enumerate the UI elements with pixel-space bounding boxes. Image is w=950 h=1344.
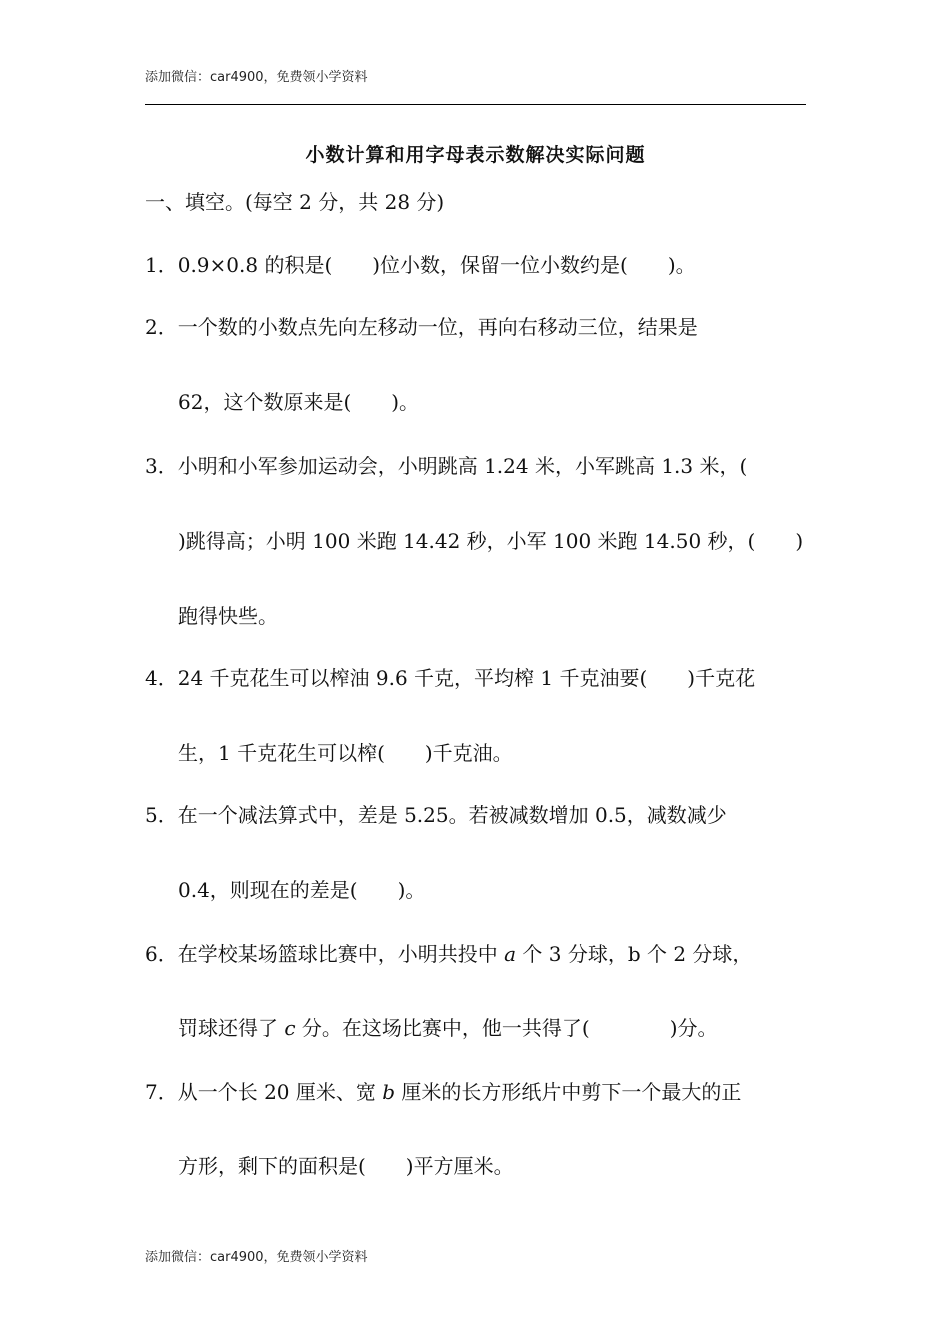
question-6-line-1: 6．在学校某场篮球比赛中，小明共投中 a 个 3 分球，b 个 2 分球，: [145, 942, 753, 966]
question-7-line-1: 7．从一个长 20 厘米、宽 b 厘米的长方形纸片中剪下一个最大的正: [145, 1080, 742, 1104]
question-5-line-1: 5．在一个减法算式中，差是 5.25。若被减数增加 0.5，减数减少: [145, 803, 727, 827]
question-3-line-1: 3．小明和小军参加运动会，小明跳高 1.24 米，小军跳高 1.3 米，(: [145, 454, 748, 478]
question-2-line-1: 2．一个数的小数点先向左移动一位，再向右移动三位，结果是: [145, 315, 698, 339]
question-4-line-1: 4．24 千克花生可以榨油 9.6 千克，平均榨 1 千克油要( )千克花: [145, 666, 756, 690]
question-4-line-2: 生，1 千克花生可以榨( )千克油。: [178, 741, 513, 765]
question-1-line-1: 1．0.9×0.8 的积是( )位小数，保留一位小数约是( )。: [145, 253, 696, 277]
question-3-line-3: 跑得快些。: [178, 604, 278, 628]
section-heading: 一、填空。(每空 2 分，共 28 分): [145, 190, 445, 214]
page-title: 小数计算和用字母表示数解决实际问题: [305, 144, 646, 166]
question-2-line-2: 62，这个数原来是( )。: [178, 390, 420, 414]
header-note: 添加微信：car4900，免费领小学资料: [145, 70, 368, 85]
question-6-line-2: 罚球还得了 c 分。在这场比赛中，他一共得了( )分。: [178, 1016, 718, 1040]
question-5-line-2: 0.4，则现在的差是( )。: [178, 878, 426, 902]
question-3-line-2: )跳得高；小明 100 米跑 14.42 秒，小军 100 米跑 14.50 秒，( ): [178, 529, 804, 553]
footer-note: 添加微信：car4900，免费领小学资料: [145, 1250, 368, 1265]
question-7-line-2: 方形，剩下的面积是( )平方厘米。: [178, 1154, 514, 1178]
header-divider: [145, 104, 806, 105]
